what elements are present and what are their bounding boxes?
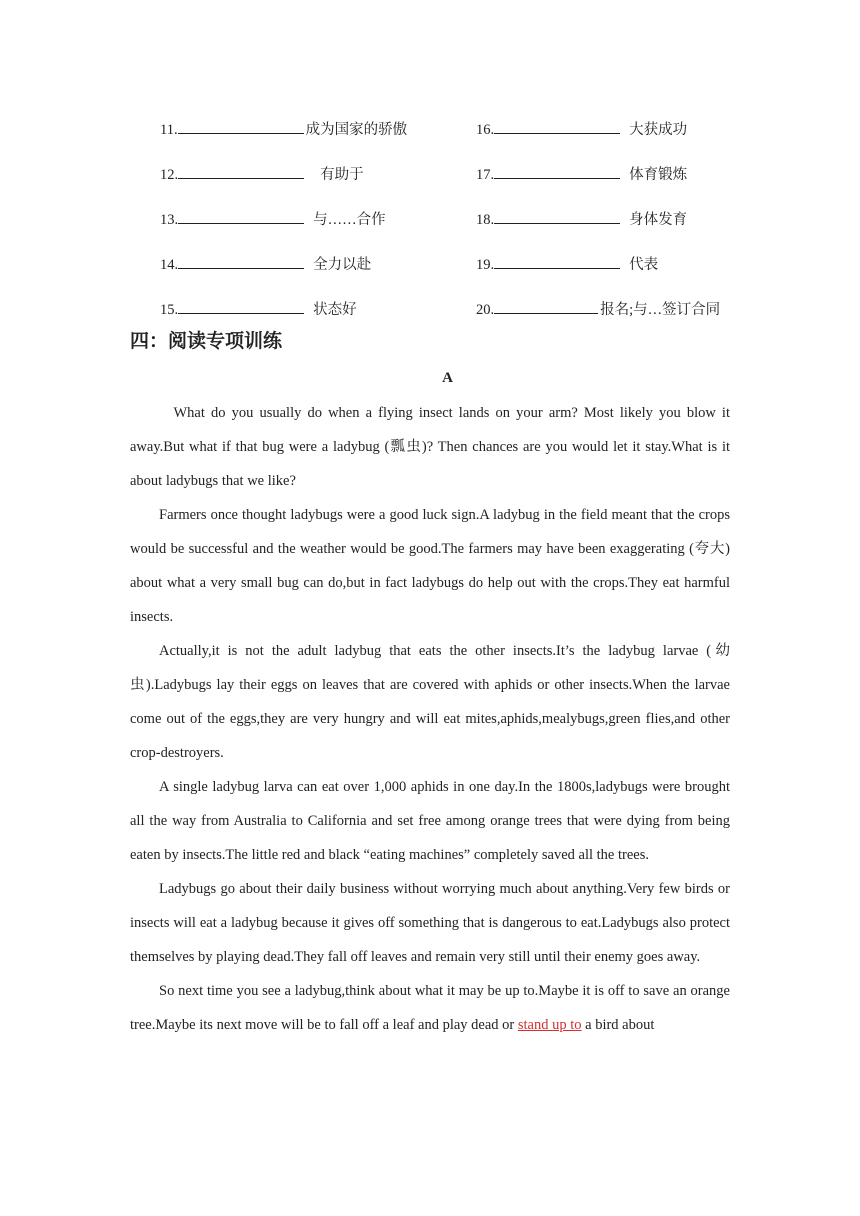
reading-passage (130, 396, 730, 1042)
vocab-meaning: 代表 (629, 257, 659, 273)
answer-blank[interactable] (178, 209, 304, 224)
passage-paragraph: Farmers once thought ladybugs were a good luck sign.A ladybug in the field meant that the crops would be successful and the weather would be good.The farmers may have been exaggerating (夸大) about what a very small bug can do,but in fact ladybugs do help out with the crops.They eat harmful insects. (130, 507, 730, 625)
vocab-row (160, 298, 740, 322)
section-heading: 四：阅读专项训练 (130, 330, 283, 352)
answer-blank[interactable] (178, 119, 304, 134)
vocab-number: 13. (160, 212, 179, 228)
vocab-meaning: 身体发育 (629, 212, 688, 228)
vocab-item-19 (476, 253, 658, 274)
vocab-meaning: 大获成功 (629, 122, 688, 138)
vocab-number: 15. (160, 302, 179, 318)
vocab-number: 19. (476, 257, 495, 273)
vocab-number: 11. (160, 122, 178, 138)
vocab-number: 12. (160, 167, 179, 183)
vocab-item-17 (476, 163, 687, 184)
vocab-meaning: 状态好 (313, 302, 357, 318)
answer-blank[interactable] (494, 164, 620, 179)
vocab-meaning: 报名;与…签订合同 (600, 302, 721, 318)
answer-blank[interactable] (494, 299, 598, 314)
vocab-item-14 (160, 253, 371, 274)
passage-paragraph: Ladybugs go about their daily business without worrying much about anything.Very few birds or insects will eat a ladybug because it gives off something that is dangerous to eat.Ladybugs also protect themselves by playing dead.They fall off leaves and remain very still until their enemy goes away. (130, 881, 730, 965)
vocab-row (160, 118, 740, 142)
vocab-number: 16. (476, 122, 495, 138)
vocab-meaning: 体育锻炼 (629, 167, 688, 183)
answer-blank[interactable] (494, 119, 620, 134)
vocab-meaning: 与……合作 (313, 212, 386, 228)
vocab-item-18 (476, 208, 687, 229)
passage-paragraph: What do you usually do when a flying insect lands on your arm? Most likely you blow it away.But what if that bug were a ladybug (瓢虫)? Then chances are you would let it stay.What is it about ladybugs that we like? (130, 405, 730, 489)
passage-paragraph-last (130, 974, 730, 1042)
vocab-item-13 (160, 208, 386, 229)
vocab-item-16 (476, 118, 687, 139)
vocab-row (160, 253, 740, 277)
vocab-number: 14. (160, 257, 179, 273)
answer-blank[interactable] (178, 254, 304, 269)
vocab-row (160, 208, 740, 232)
vocab-meaning: 有助于 (320, 167, 364, 183)
vocab-row (160, 163, 740, 187)
passage-title: A (442, 370, 453, 386)
vocab-item-11 (160, 118, 407, 139)
passage-paragraph: A single ladybug larva can eat over 1,000 aphids in one day.In the 1800s,ladybugs were brought all the way from Australia to California and set free among orange trees that were dying from being eaten by insects.The little red and black “eating machines” completely saved all the trees. (130, 779, 730, 863)
vocab-meaning: 成为国家的骄傲 (305, 122, 408, 138)
paragraph-text: So next time you see a ladybug,think about what it may be up to.Maybe it is off to save an orange tree.Maybe its next move will be to fall off a leaf and play dead or (130, 983, 730, 1033)
vocab-item-15 (160, 298, 357, 319)
answer-blank[interactable] (178, 164, 304, 179)
vocab-item-20 (476, 298, 720, 319)
vocab-number: 18. (476, 212, 495, 228)
paragraph-text: a bird about (581, 1017, 655, 1033)
vocab-item-12 (160, 163, 364, 184)
passage-paragraph: Actually,it is not the adult ladybug that eats the other insects.It’s the ladybug larvae (幼虫).Ladybugs lay their eggs on leaves that are covered with aphids or other insects.When the larvae come out of the eggs,they are very hungry and will eat mites,aphids,mealybugs,green flies,and other crop-destroyers. (130, 643, 730, 761)
answer-blank[interactable] (494, 254, 620, 269)
vocab-meaning: 全力以赴 (313, 257, 372, 273)
answer-blank[interactable] (178, 299, 304, 314)
vocab-number: 17. (476, 167, 495, 183)
answer-blank[interactable] (494, 209, 620, 224)
vocab-number: 20. (476, 302, 495, 318)
highlighted-phrase: stand up to (517, 1017, 582, 1033)
